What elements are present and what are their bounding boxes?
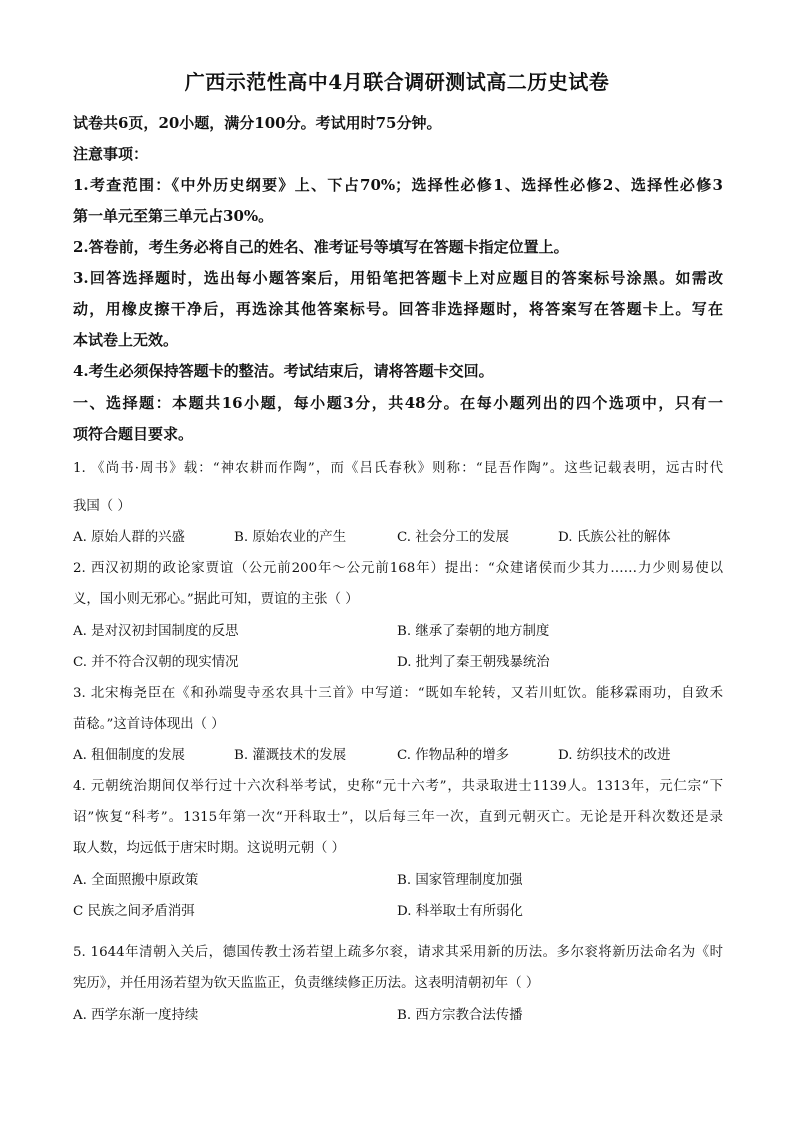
question-2-option-a: A. 是对汉初封国制度的反思 <box>73 624 239 639</box>
question-4-stem: 取人数，均远低于唐宋时期。这说明元朝（ ） <box>73 841 346 856</box>
question-2-option-b: B. 继承了秦朝的地方制度 <box>397 624 550 639</box>
notice-line: 2.答卷前，考生务必将自己的姓名、准考证号等填写在答题卡指定位置上。 <box>73 238 569 256</box>
question-4-option-c: C 民族之间矛盾消弭 <box>73 904 195 919</box>
question-3-option-d: D. 纺织技术的改进 <box>558 748 671 763</box>
notice-line: 本试卷上无效。 <box>73 331 179 349</box>
question-3-option-b: B. 灌溉技术的发展 <box>234 748 347 763</box>
notice-heading: 注意事项： <box>73 145 149 163</box>
notice-line: 3.回答选择题时，选出每小题答案后，用铅笔把答题卡上对应题目的答案标号涂黑。如需改 <box>73 269 723 287</box>
question-1-option-d: D. 氏族公社的解体 <box>558 530 671 545</box>
question-4-stem: 4. 元朝统治期间仅举行过十六次科举考试，史称“元十六考”，共录取进士1139人。1313年，元仁宗“下 <box>73 779 723 794</box>
question-1-option-a: A. 原始人群的兴盛 <box>73 530 185 545</box>
question-4-option-a: A. 全面照搬中原政策 <box>73 873 199 888</box>
page-title: 广西示范性高中4月联合调研测试高二历史试卷 <box>184 70 610 94</box>
question-5-stem: 宪历》，并任用汤若望为钦天监监正，负责继续修正历法。这表明清朝初年（ ） <box>73 976 540 991</box>
question-1-option-b: B. 原始农业的产生 <box>234 530 347 545</box>
question-2-stem: 2. 西汉初期的政论家贾谊（公元前200年～公元前168年）提出：“众建诸侯而少其力……力少则易使以 <box>73 561 723 576</box>
exam-intro: 试卷共6页，20小题，满分100分。考试用时75分钟。 <box>73 114 442 132</box>
notice-line: 1.考查范围：《中外历史纲要》上、下占70%；选择性必修1、选择性必修2、选择性必修3 <box>73 176 723 194</box>
question-5-stem: 5. 1644年清朝入关后，德国传教士汤若望上疏多尔衮，请求其采用新的历法。多尔衮将新历法命名为《时 <box>73 945 723 960</box>
question-2-stem: 义，国小则无邪心。”据此可知，贾谊的主张（ ） <box>73 592 359 607</box>
question-3-option-c: C. 作物品种的增多 <box>397 748 510 763</box>
question-1-option-c: C. 社会分工的发展 <box>397 530 510 545</box>
question-4-stem: 诏”恢复“科考”。1315年第一次“开科取士”，以后每三年一次，直到元朝灭亡。无论是开科次数还是录 <box>73 810 723 825</box>
question-4-option-d: D. 科举取士有所弱化 <box>397 904 523 919</box>
question-1-stem: 1. 《尚书·周书》载：“神农耕而作陶”，而《吕氏春秋》则称：“昆吾作陶”。这些记载表明，远古时代 <box>73 461 723 476</box>
notice-line: 4.考生必须保持答题卡的整洁。考试结束后，请将答题卡交回。 <box>73 362 494 380</box>
section-heading: 项符合题目要求。 <box>73 425 194 443</box>
question-2-option-c: C. 并不符合汉朝的现实情况 <box>73 655 239 670</box>
section-heading: 一、选择题：本题共16小题，每小题3分，共48分。在每小题列出的四个选项中，只有一 <box>73 394 723 412</box>
notice-line: 第一单元至第三单元占30%。 <box>73 207 274 225</box>
question-4-option-b: B. 国家管理制度加强 <box>397 873 523 888</box>
question-5-option-a: A. 西学东渐一度持续 <box>73 1008 199 1023</box>
question-5-option-b: B. 西方宗教合法传播 <box>397 1008 523 1023</box>
question-3-stem: 苗稔。”这首诗体现出（ ） <box>73 717 225 732</box>
notice-line: 动，用橡皮擦干净后，再选涂其他答案标号。回答非选择题时，将答案写在答题卡上。写在 <box>73 300 723 318</box>
question-3-option-a: A. 租佃制度的发展 <box>73 748 185 763</box>
question-1-stem: 我国（ ） <box>73 499 131 514</box>
question-3-stem: 3. 北宋梅尧臣在《和孙端叟寺丞农具十三首》中写道：“既如车轮转，又若川虹饮。能移霖雨功，自致禾 <box>73 686 723 701</box>
question-2-option-d: D. 批判了秦王朝残暴统治 <box>397 655 550 670</box>
